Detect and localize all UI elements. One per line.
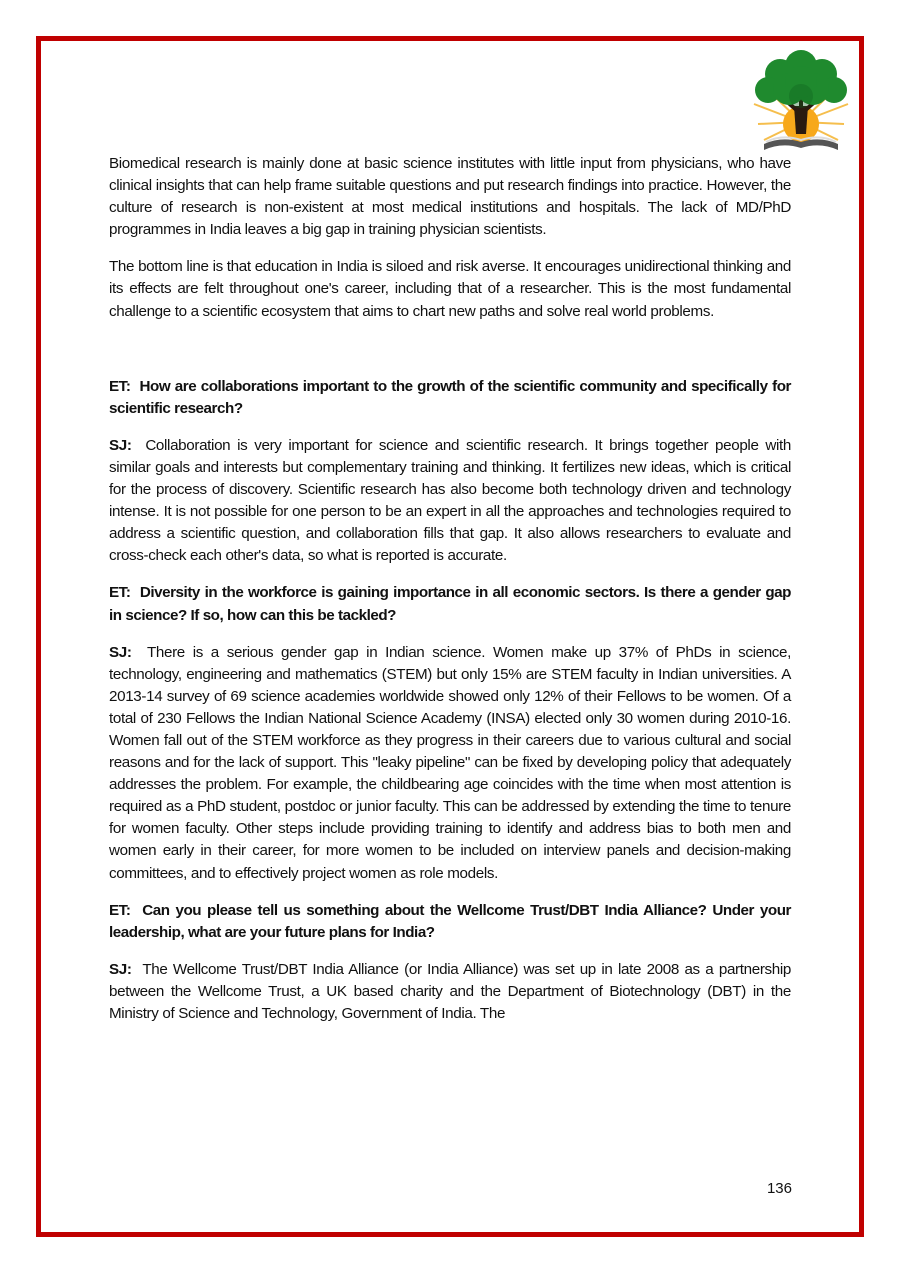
answer-label: SJ: <box>109 960 132 978</box>
answer-label: SJ: <box>109 643 132 661</box>
answer-text: The Wellcome Trust/DBT India Alliance (or India Alliance) was set up in late 2008 as a partnership between the Wellcome Trust, a UK based charity and the Department of Biotechnology (DBT) in the Ministry of Science and Technology, Government of India. The <box>109 960 792 1022</box>
interview-question <box>109 900 791 944</box>
answer-text: There is a serious gender gap in Indian science. Women make up 37% of PhDs in science, technology, engineering and mathematics (STEM) but only 15% are STEM faculty in Indian universities. A 2013-14 survey of 69 science academies worldwide showed only 12% of their Fellows to be women. Of a total of 230 Fellows the Indian National Science Academy (INSA) elected only 30 women during 2010-16. Women fall out of the STEM workforce as they progress in their careers due to various cultural and social reasons and for the lack of support. This "leaky pipeline" can be fixed by developing policy that adequately addresses the problem. For example, the childbearing age coincides with the time when most attention is required as a PhD student, postdoc or junior faculty. This can be addressed by extending the time to tenure for women faculty. Other steps include providing training to identify and address bias to both men and women early in their career, for more women to be included on interview panels and decision-making committees, and to effectively project women as role models. <box>109 643 792 882</box>
interview-question <box>109 376 791 420</box>
interview-answer <box>109 435 791 568</box>
interview-answer <box>109 959 791 1025</box>
question-label: ET: <box>109 377 131 395</box>
article-body <box>109 153 791 1040</box>
question-label: ET: <box>109 901 131 919</box>
page-number: 136 <box>766 1180 792 1197</box>
section-spacer <box>109 338 791 376</box>
question-text: Can you please tell us something about the Wellcome Trust/DBT India Alliance? Under your leadership, what are your future plans for India? <box>109 901 791 941</box>
question-text: How are collaborations important to the growth of the scientific community and specifically for scientific research? <box>109 377 791 417</box>
question-text: Diversity in the workforce is gaining importance in all economic sectors. Is there a gender gap in science? If so, how can this be tackled? <box>109 584 791 624</box>
question-label: ET: <box>109 584 131 602</box>
interview-answer <box>109 642 791 885</box>
answer-text: Collaboration is very important for science and scientific research. It brings together people with similar goals and interests but complementary training and thinking. It fertilizes new ideas, which is critical for the process of discovery. Scientific research has also become both technology driven and technology intense. It is not possible for one person to be an expert in all the approaches and technologies required to address a scientific question, and collaboration fills that gap. It also allows researchers to evaluate and cross-check each other's data, so what is reported is accurate. <box>109 436 792 565</box>
interview-question <box>109 582 791 626</box>
intro-paragraph: The bottom line is that education in India is siloed and risk averse. It encourages unidirectional thinking and its effects are felt throughout one's career, including that of a researcher. This is the most fundamental challenge to a scientific ecosystem that aims to chart new paths and solve real world problems. <box>109 258 791 320</box>
tree-book-logo-icon <box>744 44 858 156</box>
intro-paragraph: Biomedical research is mainly done at basic science institutes with little input from physicians, who have clinical insights that can help frame suitable questions and put research findings into practice. However, the culture of research is non-existent at most medical institutions and hospitals. The lack of MD/PhD programmes in India leaves a big gap in training physician scientists. <box>109 155 791 239</box>
answer-label: SJ: <box>109 436 132 454</box>
